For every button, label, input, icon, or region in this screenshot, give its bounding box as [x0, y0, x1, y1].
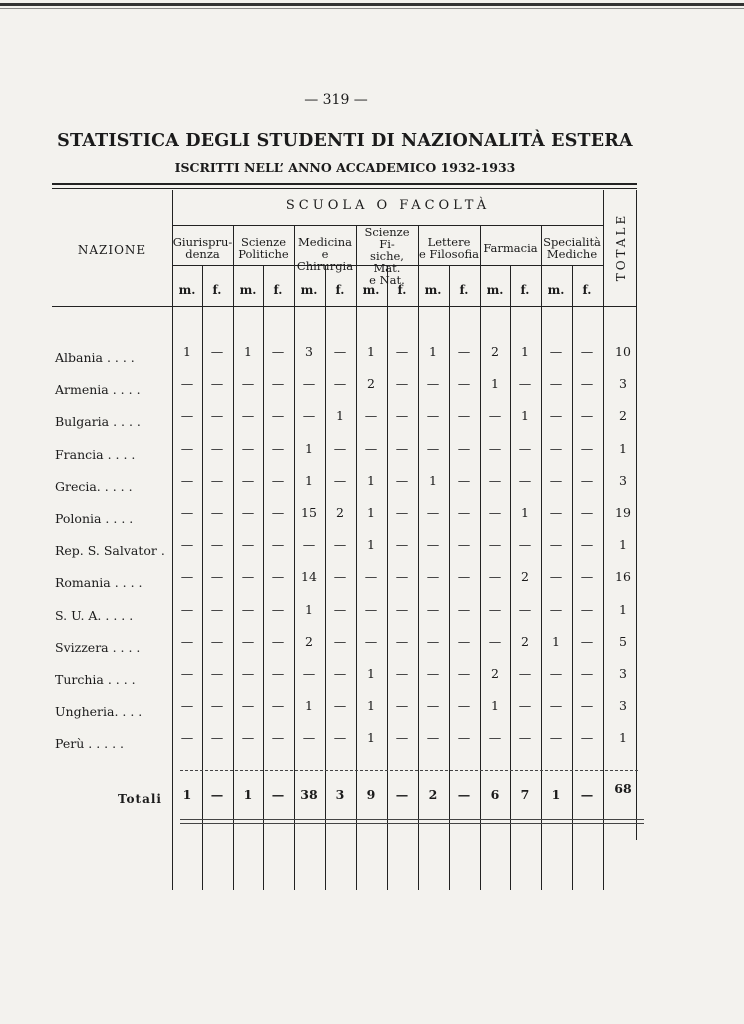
data-cell: 1: [491, 376, 499, 391]
data-cell: —: [180, 473, 194, 488]
data-cell: —: [457, 473, 471, 488]
country-label: Polonia . . . .: [55, 511, 134, 526]
data-cell: —: [364, 408, 378, 423]
data-cell: —: [488, 408, 502, 423]
data-cell: —: [302, 408, 316, 423]
data-cell: 2: [367, 376, 375, 391]
data-cell: —: [518, 730, 532, 745]
sub-header-m: m.: [362, 283, 380, 297]
sub-header-f: f.: [273, 283, 283, 297]
sub-header-m: m.: [547, 283, 565, 297]
data-cell: —: [395, 602, 409, 617]
faculty-header-farmacia: Farmacia: [483, 241, 538, 255]
data-cell: —: [488, 505, 502, 520]
faculty-header-medicina: Medicina e Chirurgia: [296, 235, 354, 273]
row-total: 10: [615, 344, 631, 359]
data-cell: 1: [367, 473, 375, 488]
data-cell: —: [426, 408, 440, 423]
data-cell: —: [271, 698, 285, 713]
data-cell: —: [457, 505, 471, 520]
data-cell: —: [180, 602, 194, 617]
data-cell: —: [210, 376, 224, 391]
faculty-header-scienze-fisiche: Scienze Fi- siche, Mat. e Nat.: [364, 225, 410, 287]
data-cell: 1: [244, 344, 252, 359]
data-cell: —: [180, 698, 194, 713]
faculty-header-specialita: Specialità Mediche: [543, 235, 601, 261]
data-cell: —: [271, 537, 285, 552]
row-total: 16: [615, 569, 631, 584]
sub-header-m: m.: [178, 283, 196, 297]
data-cell: —: [457, 376, 471, 391]
data-cell: 1: [521, 344, 529, 359]
data-cell: —: [241, 441, 255, 456]
totals-cell: —: [580, 787, 594, 802]
data-cell: —: [210, 698, 224, 713]
data-cell: —: [395, 441, 409, 456]
data-cell: —: [271, 634, 285, 649]
school-header: SCUOLA O FACOLTÀ: [285, 198, 491, 213]
data-cell: —: [333, 441, 347, 456]
data-cell: —: [549, 730, 563, 745]
data-cell: —: [395, 376, 409, 391]
data-cell: —: [549, 698, 563, 713]
data-cell: —: [426, 505, 440, 520]
data-cell: —: [395, 569, 409, 584]
page-top-border: [0, 3, 744, 6]
data-cell: —: [395, 408, 409, 423]
data-cell: —: [333, 602, 347, 617]
data-cell: 1: [367, 537, 375, 552]
data-cell: —: [488, 602, 502, 617]
data-cell: —: [210, 537, 224, 552]
data-cell: —: [271, 441, 285, 456]
data-cell: —: [180, 569, 194, 584]
data-cell: —: [518, 666, 532, 681]
page-title: STATISTICA DEGLI STUDENTI DI NAZIONALITÀ ESTERA: [57, 131, 633, 151]
column-divider: [603, 190, 604, 890]
sub-header-m: m.: [300, 283, 318, 297]
data-cell: —: [395, 473, 409, 488]
data-cell: —: [426, 376, 440, 391]
data-cell: —: [271, 505, 285, 520]
data-cell: —: [210, 602, 224, 617]
data-cell: —: [271, 666, 285, 681]
data-cell: —: [426, 730, 440, 745]
data-cell: —: [180, 376, 194, 391]
data-cell: 2: [491, 666, 499, 681]
data-cell: —: [580, 569, 594, 584]
data-cell: 2: [305, 634, 313, 649]
totals-cell: —: [395, 787, 409, 802]
data-cell: —: [457, 344, 471, 359]
data-cell: —: [241, 376, 255, 391]
data-cell: —: [395, 505, 409, 520]
data-cell: —: [580, 698, 594, 713]
data-cell: 2: [521, 634, 529, 649]
totals-label: Totali: [118, 792, 162, 806]
data-cell: —: [333, 634, 347, 649]
data-cell: —: [271, 730, 285, 745]
sub-header-f: f.: [520, 283, 530, 297]
row-total: 3: [619, 376, 627, 391]
data-cell: 2: [336, 505, 344, 520]
data-cell: —: [488, 634, 502, 649]
country-label: S. U. A. . . . .: [55, 608, 134, 623]
totals-bottom-rule: [180, 823, 644, 824]
data-cell: —: [271, 602, 285, 617]
row-total: 1: [619, 537, 627, 552]
data-cell: —: [210, 569, 224, 584]
data-cell: —: [457, 537, 471, 552]
data-cell: 1: [367, 730, 375, 745]
data-cell: —: [426, 569, 440, 584]
data-cell: —: [180, 634, 194, 649]
totals-cell: —: [210, 787, 224, 802]
data-cell: —: [426, 666, 440, 681]
data-cell: —: [488, 473, 502, 488]
data-cell: —: [302, 666, 316, 681]
data-cell: —: [333, 730, 347, 745]
country-label: Turchia . . . .: [55, 672, 136, 687]
data-cell: —: [426, 698, 440, 713]
data-cell: —: [395, 730, 409, 745]
totals-cell: 3: [335, 787, 345, 802]
country-label: Perù . . . . .: [55, 736, 125, 751]
country-label: Grecia. . . . .: [55, 479, 133, 494]
data-cell: 1: [429, 473, 437, 488]
totals-cell: 7: [520, 787, 530, 802]
data-cell: —: [364, 602, 378, 617]
page-number: — 319 —: [304, 92, 368, 108]
data-cell: —: [518, 473, 532, 488]
data-cell: —: [210, 634, 224, 649]
country-label: Bulgaria . . . .: [55, 414, 141, 429]
data-cell: —: [457, 730, 471, 745]
data-cell: —: [302, 376, 316, 391]
sub-header-m: m.: [486, 283, 504, 297]
data-cell: —: [271, 408, 285, 423]
data-cell: —: [457, 634, 471, 649]
totale-header: TOTALE: [614, 212, 628, 282]
totals-cell: 2: [428, 787, 438, 802]
row-total: 1: [619, 602, 627, 617]
row-total: 19: [615, 505, 631, 520]
country-label: Armenia . . . .: [55, 382, 141, 397]
data-cell: —: [549, 602, 563, 617]
data-cell: —: [333, 537, 347, 552]
data-cell: —: [457, 602, 471, 617]
country-label: Rep. S. Salvator .: [55, 543, 165, 558]
data-cell: —: [549, 441, 563, 456]
data-cell: —: [580, 473, 594, 488]
data-cell: 1: [552, 634, 560, 649]
data-cell: —: [241, 698, 255, 713]
data-cell: 1: [305, 698, 313, 713]
data-cell: —: [180, 537, 194, 552]
data-cell: —: [395, 634, 409, 649]
header-bottom-rule: [52, 306, 637, 307]
data-cell: 3: [305, 344, 313, 359]
data-cell: —: [395, 698, 409, 713]
data-cell: —: [580, 602, 594, 617]
country-label: Albania . . . .: [55, 350, 135, 365]
data-cell: 1: [521, 505, 529, 520]
data-cell: —: [364, 569, 378, 584]
data-cell: —: [549, 537, 563, 552]
data-cell: —: [488, 569, 502, 584]
data-cell: —: [210, 344, 224, 359]
data-cell: 1: [183, 344, 191, 359]
totals-cell: 1: [243, 787, 253, 802]
data-cell: —: [241, 505, 255, 520]
sub-header-m: m.: [239, 283, 257, 297]
data-cell: —: [241, 730, 255, 745]
country-label: Francia . . . .: [55, 447, 136, 462]
data-cell: —: [180, 441, 194, 456]
data-cell: 1: [367, 505, 375, 520]
totals-cell: —: [271, 787, 285, 802]
data-cell: —: [333, 666, 347, 681]
data-cell: —: [488, 537, 502, 552]
country-label: Romania . . . .: [55, 575, 143, 590]
sub-header-f: f.: [459, 283, 469, 297]
faculty-header-scienze-politiche: Scienze Politiche: [238, 235, 289, 261]
data-cell: —: [580, 344, 594, 359]
data-cell: 1: [367, 698, 375, 713]
data-cell: —: [271, 376, 285, 391]
data-cell: —: [210, 473, 224, 488]
data-cell: 1: [367, 666, 375, 681]
row-total: 2: [619, 408, 627, 423]
nazione-header: NAZIONE: [77, 243, 147, 257]
data-cell: —: [333, 698, 347, 713]
row-total: 1: [619, 730, 627, 745]
data-cell: 1: [305, 602, 313, 617]
data-cell: —: [180, 666, 194, 681]
data-cell: —: [457, 569, 471, 584]
totals-cell: 1: [551, 787, 561, 802]
data-cell: —: [580, 666, 594, 681]
faculty-header-giurisprudenza: Giurispru- denza: [172, 235, 233, 261]
data-cell: —: [241, 408, 255, 423]
data-cell: 1: [305, 441, 313, 456]
data-cell: —: [457, 408, 471, 423]
row-total: 5: [619, 634, 627, 649]
data-cell: 1: [521, 408, 529, 423]
data-cell: —: [580, 634, 594, 649]
data-cell: 1: [336, 408, 344, 423]
totals-separator: [180, 770, 638, 772]
data-cell: —: [271, 473, 285, 488]
totals-cell: —: [457, 787, 471, 802]
page-top-border-thin: [0, 8, 744, 9]
data-cell: —: [426, 634, 440, 649]
data-cell: —: [333, 376, 347, 391]
data-cell: —: [210, 441, 224, 456]
sub-header-f: f.: [397, 283, 407, 297]
data-cell: —: [457, 441, 471, 456]
data-cell: —: [518, 537, 532, 552]
data-cell: —: [210, 730, 224, 745]
data-cell: —: [241, 602, 255, 617]
data-cell: —: [241, 666, 255, 681]
row-total: 3: [619, 666, 627, 681]
data-cell: —: [426, 441, 440, 456]
data-cell: —: [395, 666, 409, 681]
data-cell: —: [549, 344, 563, 359]
data-cell: —: [580, 408, 594, 423]
data-cell: —: [580, 505, 594, 520]
row-total: 1: [619, 441, 627, 456]
data-cell: —: [333, 473, 347, 488]
totals-cell: 6: [490, 787, 500, 802]
country-label: Ungheria. . . .: [55, 704, 143, 719]
data-cell: —: [488, 730, 502, 745]
data-cell: —: [580, 537, 594, 552]
data-cell: —: [518, 602, 532, 617]
data-cell: 14: [301, 569, 317, 584]
data-cell: 1: [305, 473, 313, 488]
data-cell: —: [549, 408, 563, 423]
data-cell: —: [241, 537, 255, 552]
data-cell: 1: [429, 344, 437, 359]
data-cell: —: [241, 634, 255, 649]
data-cell: —: [580, 730, 594, 745]
table-top-rule-thin: [52, 188, 637, 189]
data-cell: 2: [521, 569, 529, 584]
data-cell: —: [210, 408, 224, 423]
row-total: 3: [619, 473, 627, 488]
data-cell: —: [241, 473, 255, 488]
data-cell: —: [549, 505, 563, 520]
data-cell: —: [580, 441, 594, 456]
data-cell: —: [333, 344, 347, 359]
data-cell: —: [457, 666, 471, 681]
data-cell: —: [364, 441, 378, 456]
totals-bottom-rule: [180, 819, 644, 820]
data-cell: 15: [301, 505, 317, 520]
data-cell: —: [549, 569, 563, 584]
data-cell: —: [180, 505, 194, 520]
country-label: Svizzera . . . .: [55, 640, 141, 655]
data-cell: —: [395, 344, 409, 359]
data-cell: 2: [491, 344, 499, 359]
data-cell: —: [364, 634, 378, 649]
grand-total: 68: [614, 781, 632, 796]
data-cell: —: [580, 376, 594, 391]
data-cell: —: [518, 376, 532, 391]
totals-cell: 1: [182, 787, 192, 802]
data-cell: —: [518, 441, 532, 456]
data-cell: 1: [491, 698, 499, 713]
data-cell: —: [302, 537, 316, 552]
data-cell: —: [210, 505, 224, 520]
data-cell: —: [549, 666, 563, 681]
page-subtitle: ISCRITTI NELL’ ANNO ACCADEMICO 1932-1933: [174, 160, 516, 175]
data-cell: —: [271, 569, 285, 584]
data-cell: —: [210, 666, 224, 681]
data-cell: —: [271, 344, 285, 359]
data-cell: —: [241, 569, 255, 584]
data-cell: —: [302, 730, 316, 745]
data-cell: 1: [367, 344, 375, 359]
faculty-header-lettere: Lettere e Filosofia: [418, 235, 480, 261]
data-cell: —: [180, 408, 194, 423]
sub-header-m: m.: [424, 283, 442, 297]
data-cell: —: [395, 537, 409, 552]
data-cell: —: [549, 376, 563, 391]
data-cell: —: [518, 698, 532, 713]
sub-header-f: f.: [582, 283, 592, 297]
totals-cell: 9: [366, 787, 376, 802]
data-cell: —: [457, 698, 471, 713]
data-cell: —: [426, 537, 440, 552]
totals-cell: 38: [300, 787, 318, 802]
row-total: 3: [619, 698, 627, 713]
data-cell: —: [488, 441, 502, 456]
data-cell: —: [549, 473, 563, 488]
sub-header-f: f.: [212, 283, 222, 297]
data-cell: —: [426, 602, 440, 617]
sub-header-f: f.: [335, 283, 345, 297]
table-top-rule: [52, 183, 637, 185]
data-cell: —: [180, 730, 194, 745]
data-cell: —: [333, 569, 347, 584]
